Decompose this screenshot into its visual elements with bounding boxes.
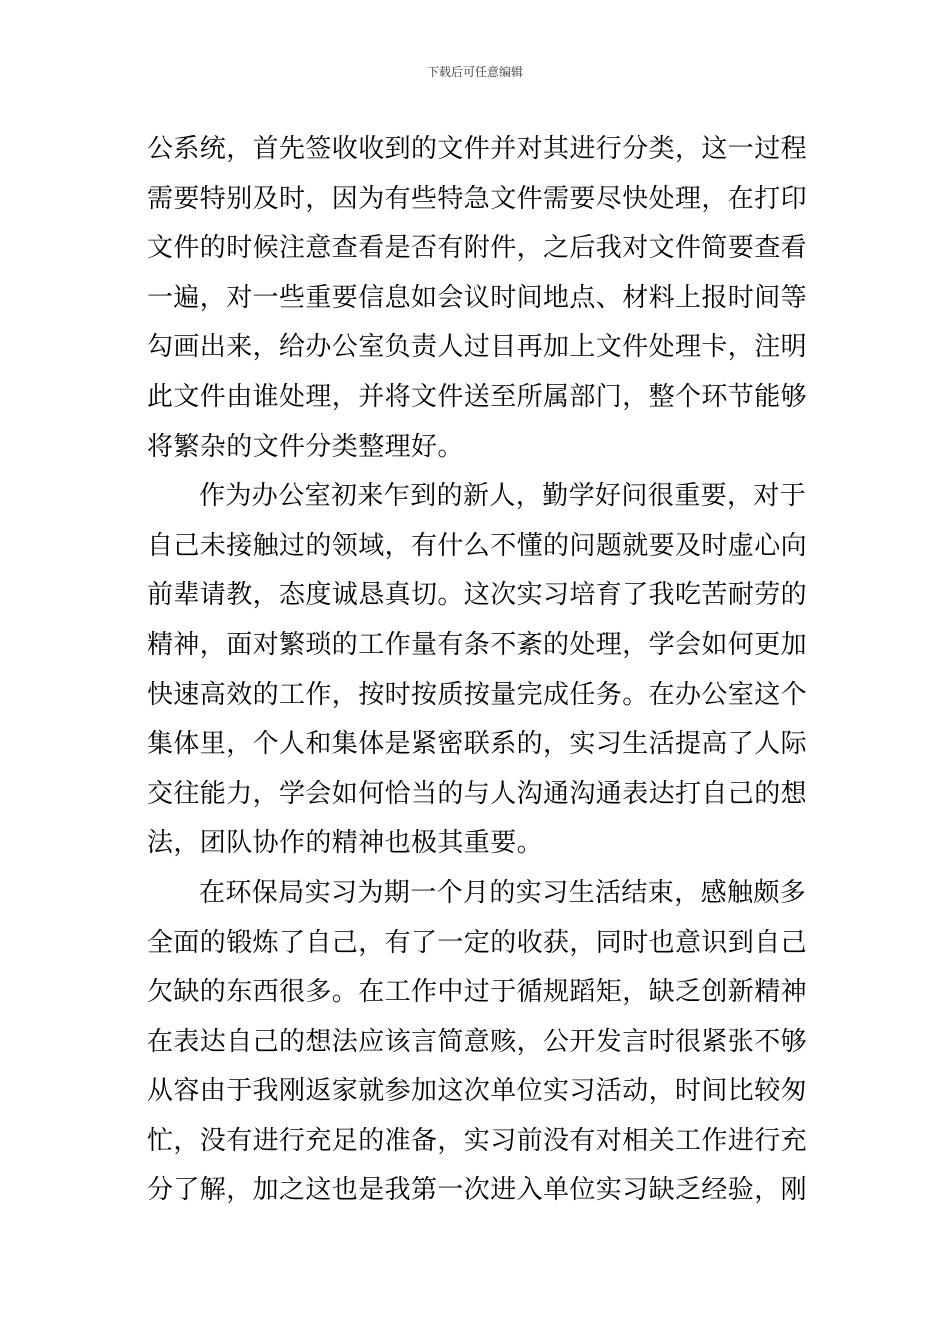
paragraph-1: [147, 125, 807, 472]
text-line: 交往能力，学会如何恰当的与人沟通沟通表达打自己的想: [147, 778, 808, 809]
text-line: 此文件由谁处理，并将文件送至所属部门，整个环节能够: [147, 381, 808, 412]
text-line: 将繁杂的文件分类整理好。: [147, 431, 464, 462]
text-line: 从容由于我刚返家就参加这次单位实习活动，时间比较匆: [147, 1076, 808, 1107]
text-line: 前辈请教，态度诚恳真切。这次实习培育了我吃苦耐劳的: [147, 580, 808, 611]
text-line: 在表达自己的想法应该言简意赅，公开发言时很紧张不够: [147, 1026, 808, 1057]
text-line: 公系统，首先签收收到的文件并对其进行分类，这一过程: [147, 134, 808, 164]
text-line: 快速高效的工作，按时按质按量完成任务。在办公室这个: [147, 679, 808, 710]
text-line: 分了解，加之这也是我第一次进入单位实习缺乏经验，刚: [147, 1175, 808, 1206]
text-line: 勾画出来，给办公室负责人过目再加上文件处理卡，注明: [147, 332, 808, 363]
text-line: 全面的锻炼了自己，有了一定的收获，同时也意识到自己: [147, 927, 808, 958]
paragraph-2: [147, 472, 807, 869]
text-line: 法，团队协作的精神也极其重要。: [147, 828, 544, 859]
text-line: 忙，没有进行充足的准备，实习前没有对相关工作进行充: [147, 1125, 808, 1156]
text-line: 一遍，对一些重要信息如会议时间地点、材料上报时间等: [147, 282, 808, 313]
text-line: 集体里，个人和集体是紧密联系的，实习生活提高了人际: [147, 729, 808, 760]
text-line: 精神，面对繁琐的工作量有条不紊的处理，学会如何更加: [147, 629, 808, 660]
text-line: 需要特别及时，因为有些特急文件需要尽快处理，在打印: [147, 183, 808, 214]
text-line: 文件的时候注意查看是否有附件，之后我对文件简要查看: [147, 233, 808, 264]
text-line: 欠缺的东西很多。在工作中过于循规蹈矩，缺乏创新精神: [147, 977, 808, 1008]
text-line: 作为办公室初来乍到的新人，勤学好问很重要，对于: [199, 481, 807, 512]
document-body: [147, 125, 807, 1216]
text-line: 在环保局实习为期一个月的实习生活结束，感触颇多: [199, 877, 807, 908]
page-header: 下载后可任意编辑: [426, 65, 523, 79]
text-line: 自己未接触过的领域，有什么不懂的问题就要及时虚心向: [147, 530, 808, 561]
paragraph-3: [147, 869, 807, 1216]
